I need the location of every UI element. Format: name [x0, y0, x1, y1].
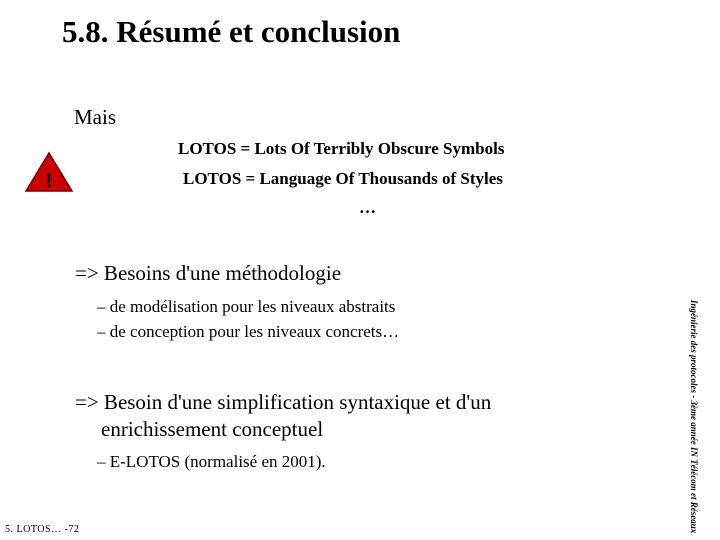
bullet-simplification-line2: enrichissement conceptuel	[101, 417, 324, 441]
lotos-acronym-2: LOTOS = Language Of Thousands of Styles	[183, 169, 503, 188]
mais-label: Mais	[74, 105, 116, 129]
sub-bullet-design: – de conception pour les niveaux concrets…	[97, 322, 400, 341]
warning-glyph: !	[45, 170, 53, 192]
slide-footer: 5. LOTOS… -72	[5, 524, 80, 535]
lotos-acronym-1: LOTOS = Lots Of Terribly Obscure Symbols	[178, 139, 505, 158]
exclamation-triangle-icon	[24, 151, 74, 193]
bullet-methodology-need: => Besoins d'une méthodologie	[75, 261, 342, 285]
sub-bullet-modeling: – de modélisation pour les niveaux abstraits	[97, 297, 396, 316]
bullet-simplification-line1: => Besoin d'une simplification syntaxique et d'un	[75, 390, 492, 414]
ellipsis: …	[359, 198, 376, 217]
sub-bullet-elotos: – E-LOTOS (normalisé en 2001).	[97, 452, 326, 471]
bullet-simplification-need	[75, 389, 635, 443]
side-course-label: Ingénierie des protocoles - 3ème année IN Télécom et Réseaux	[689, 300, 699, 534]
slide-title: 5.8. Résumé et conclusion	[62, 14, 401, 49]
